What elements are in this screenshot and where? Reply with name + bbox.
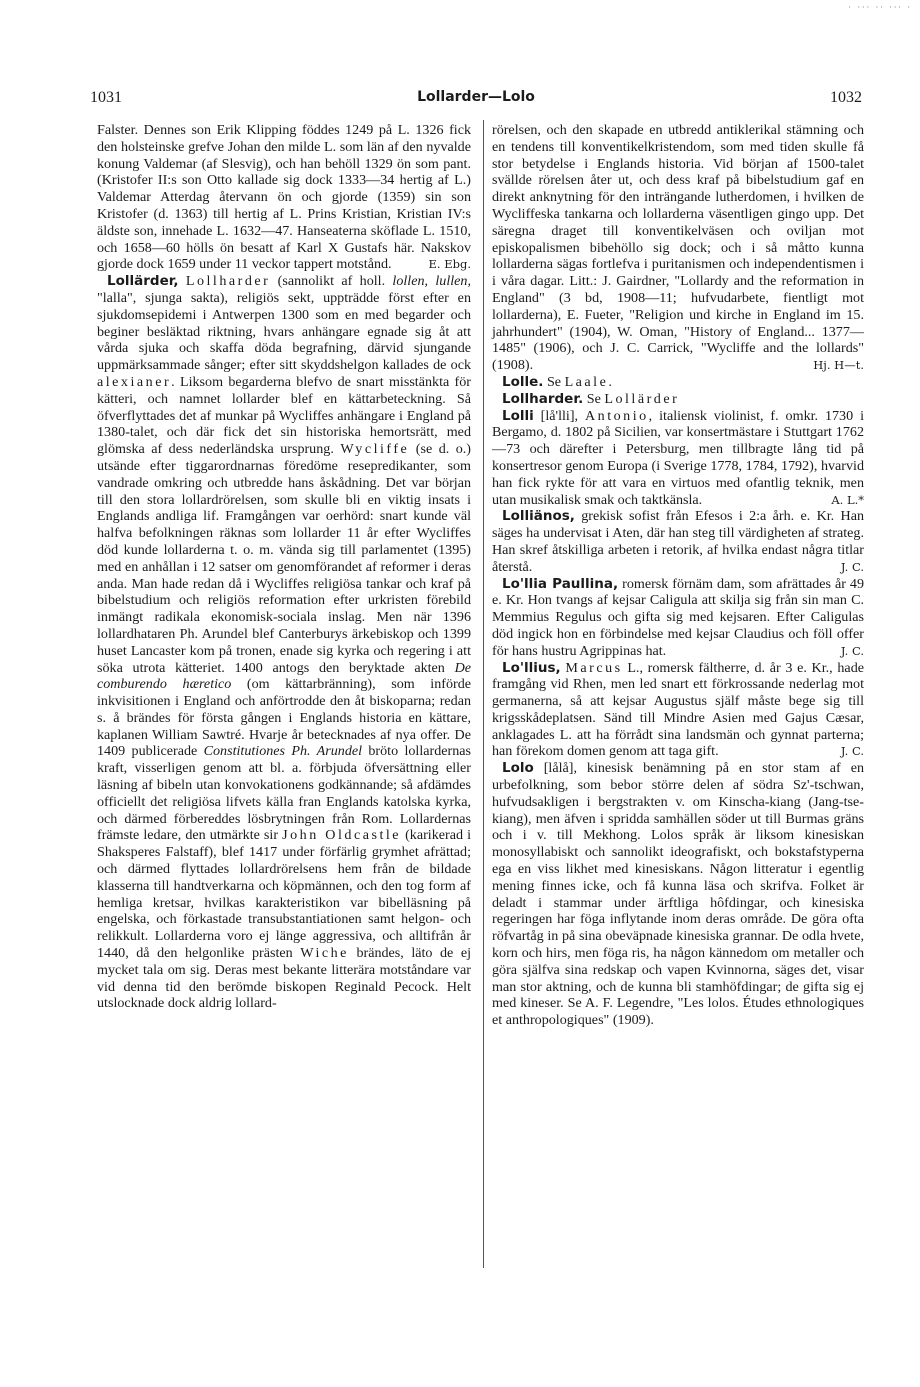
headword: Lo'llius, (502, 659, 561, 676)
signature: E. Ebg. (428, 257, 471, 272)
signature: J. C. (840, 559, 864, 574)
scan-corner-marks: · ··· ·· ··· · (848, 3, 912, 12)
running-header (90, 89, 862, 109)
entry-lollarder: Lollärder, Lollharder (sannolikt af holl. lollen, lullen, "lalla", sjunga sakta), religiös sekt, uppträdde först efter en sjukdomsepidemi i Antwerpen 1300 som en med begarder och beginer besläktad riktning, hvars anhängare egnade sig åt att vårda sjuka och skaffa döda begrafning, därvid sjungande uppmärksammade sånger; efter sitt skyddshelgon kallades de ock alexianer. Liksom begarderna blefvo de snart misstänkta för kätteri, och namnet lollarder blef en kättarbeteckning. Så öfverflyttades det af munkar på Wycliffes anhängare i England på 1380-talet, och där fick det sin historiska hemortsrätt, med glömska af dess nederländska ursprung. Wycliffe (se d. o.) utsände efter tiggarordnarnas föredöme resepredikanter, som vandrade omkring och utbredde hans åskådning. Det var början till den stora lollardrörelsen, som skulle bli en viktig insats i Englands andliga lif. Framgången var oerhörd: snart kunde väl halfva befolkningen räknas som lollarder 11 år efter Wycliffes död kunde lollarderna t. o. m. vända sig till parlamentet (1395) med en anhållan i 12 satser om genomförandet af reformer i deras anda. Man hade redan då i Wycliffes religiösa tankar och kraf på bibelstudium och religiös reformation efter urkristen förebild inmängt radikala ekonomisk-sociala inslag. Men när 1396 lollardhataren Ph. Arundel blef Canterburys ärkebiskop och 1399 huset Lancaster kom på tronen, enade sig kyrka och regering i att söka utrota kätteriet. 1400 antogs den beryktade akten De comburendo hæretico (om kättarbränning), som införde inkvisitionen i England och anförtrodde den åt biskoparna; redan s. å brändes för första gången i Englands historia en kättare, kaplanen William Sawtré. Hvarje år betecknades af nya offer. De 1409 publicerade Constitutiones Ph. Arundel bröto lollardernas kraft, visserligen genom att bl. a. förbjuda öfversättning eller läsning af bibeln utan konvokationens godkännande; så afdämdes officiellt det religiösa lifvets källa fran Englands katolska kyrka, och därmed förbereddes lösbrytningen från Rom. Lollardernas främste ledare, den utmärkte sir John Oldcastle (karikerad i Shaksperes Falstaff), blef 1417 under förfärlig grymhet afrättad; och därmed flyttades lollardrörelsens hem från de bildade klasserna till handtverkarna och köpmännen, och den tog form af hemliga kretsar, hvilkas karakteristikon var bibelläsning på engelska, och förkastade transubstantiationen samt helgon- och relikkult. Lollarderna voro ej länge aggressiva, och alltifrån år 1440, då den helgonlike prästen Wiche brändes, läto de ej mycket tala om sig. Deras mest bekante litterära motståndare var vid denna tid den berömde biskopen Reginald Pecock. Helt utslocknade dock aldrig lollard- (97, 273, 471, 1012)
entry-lollius: Lo'llius, Marcus L., romersk fältherre, d. år 3 e. Kr., hade framgång vid Rhen, men led snart ett förkrossande nederlag mot germanerna, så att kejsar Augustus själf måste bege sig till krigsskådeplatsen. Sänd till Mindre Asien med Gajus Cæsar, anklagades L. att ha förrådt sina landsmän och gynnat parterna; han förekom domen genom att taga gift. J. C. (492, 659, 864, 760)
entry-lolli: Lolli [lå'lli], Antonio, italiensk violinist, f. omkr. 1730 i Bergamo, d. 1802 på Sicilien, var konsertmästare i Stuttgart 1762—73 och därefter i Petersburg, men tillbragte lång tid på konsertresor genom Europa (i Sverige 1778, 1784, 1792), hvarvid han fick rykte för att vara en virtuos med ofantlig teknik, men utan musikalisk smak och taktkänsla. A. L.* (492, 407, 864, 508)
entry-lollarder-continued: rörelsen, och den skapade en utbredd antiklerikal stämning och en tendens till konventikelkristendom, som med tiden skulle få stor betydelse i Englands historia. Vid början af 1500-talet svällde rörelsen åter ut, och dess kraf på bibelstudium gaf en direkt anknytning för den inträngande lutherdomen, i hvilken de Wycliffeska tankarna och lollarderna väsentligen gingo upp. Det säregna draget till konventikelväsen och oviljan mot episkopalismen bibehöllo sig dock; och i så måtto kunna lollarderna sägas fortlefva i puritanismen och independentismen i i våra dagar. Litt.: J. Gairdner, "Lollardy and the reformation in England" (3 bd, 1908—11; hufvudarbete, fientligt mot lollarderna), E. Fueter, "Religion und kirche in England im 15. jahrhundert" (1904), W. Oman, "History of England... 1377—1485" (1906), och J. C. Carrick, "Wycliffe and the lollards" (1908). Hj. H—t. (492, 122, 864, 374)
page-number-right: 1032 (830, 89, 862, 106)
entry-lolle: Lolle. Se Laale. (502, 373, 612, 390)
signature: J. C. (840, 643, 864, 658)
headword: Lolo (502, 760, 534, 777)
entry-lollia-paullina: Lo'llia Paullina, romersk förnäm dam, som afrättades år 49 e. Kr. Hon tvangs af kejsar Caligula att skilja sig från sin man C. Memmius Regulus och gifta sig med kejsaren. Efter Caligulas död ingick hon en förbindelse med kejsar Claudius och föll offer för hans hustru Agrippinas hat. J. C. (492, 575, 864, 659)
entry-lolo: Lolo [lålå], kinesisk benämning på en stor stam af en urbefolkning, som bebor större delen af södra Sz'-tschwan, hufvudsakligen i bergstrakten v. om Kinscha-kiang (Jang-tse-kiang), men äfven i spridda samhällen söder ut till Burmas gräns och i v. till Mekhong. Lolos språk är liksom kinesiskan monosyllabiskt och sannolikt ideografiskt, och bokstafstyperna ega en viss likhet med kinesiskans. Någon litteratur i egentlig mening finnes icke, och få kunna läsa och skrifva. Folket är deladt i stammar under ärftliga hôfdingar, och kinesiska regeringen har föga inflytande inom deras område. De göra ofta röfvartåg in på sina obeväpnade kinesiska grannar. De odla hvete, korn och hirs, men föga ris, ha någon kännedom om metaller och göra själfva sina redskap och vapen Kvinnorna, säges det, visar man stor aktning, och de kunna bli stamhöfdingar; de gifta sig ej med kineser. Se A. F. Legendre, "Les lolos. Études ethnologiques et anthropologiques" (1909). (492, 760, 864, 1029)
signature: J. C. (840, 744, 864, 759)
entry-lollharder: Lollharder. Se Lollärder (502, 390, 680, 407)
headword: Lolliänos, (502, 508, 575, 525)
left-column (97, 122, 471, 1012)
right-column (492, 122, 864, 1029)
signature: A. L.* (831, 492, 864, 507)
entry-lollianos: Lolliänos, grekisk sofist från Efesos i 2:a årh. e. Kr. Han säges ha undervisat i Aten, där han steg till värdigheten af strateg. Han skref åtskilliga arbeten i retorik, af hvilka endast några titlar återstå. J. C. (492, 508, 864, 575)
entry-lolland-continued: Falster. Dennes son Erik Klipping föddes 1249 på L. 1326 fick den holsteinske grefve Johan den milde L. som län af den nyvalde konung Valdemar (af Slesvig), och han behöll 1329 ön som pant. (Kristofer II:s son Otto kallade sig dock 1333—34 hertig af L.) Valdemar Atterdag återvann ön och gjorde (1359) sin son Kristofer (d. 1363) till hertig af L. Prins Kristian, Kristian IV:s äldste son, innehade L. 1632—47. Hanseaterna sköflade L. 1510, och 1658—60 hölls ön besatt af Karl X Gustafs här. Nakskov gjorde dock 1659 under 11 veckor tappert motstånd. E. Ebg. (97, 122, 471, 273)
headword: Lolle. (502, 373, 544, 390)
headword: Lo'llia Paullina, (502, 575, 619, 592)
headword: Lollharder. (502, 390, 584, 407)
headword: Lollärder, (107, 273, 179, 290)
headword: Lolli (502, 407, 534, 424)
page-title: Lollarder—Lolo (417, 89, 535, 105)
signature: Hj. H—t. (813, 358, 864, 373)
page-number-left: 1031 (90, 89, 122, 106)
column-divider (483, 120, 484, 1268)
